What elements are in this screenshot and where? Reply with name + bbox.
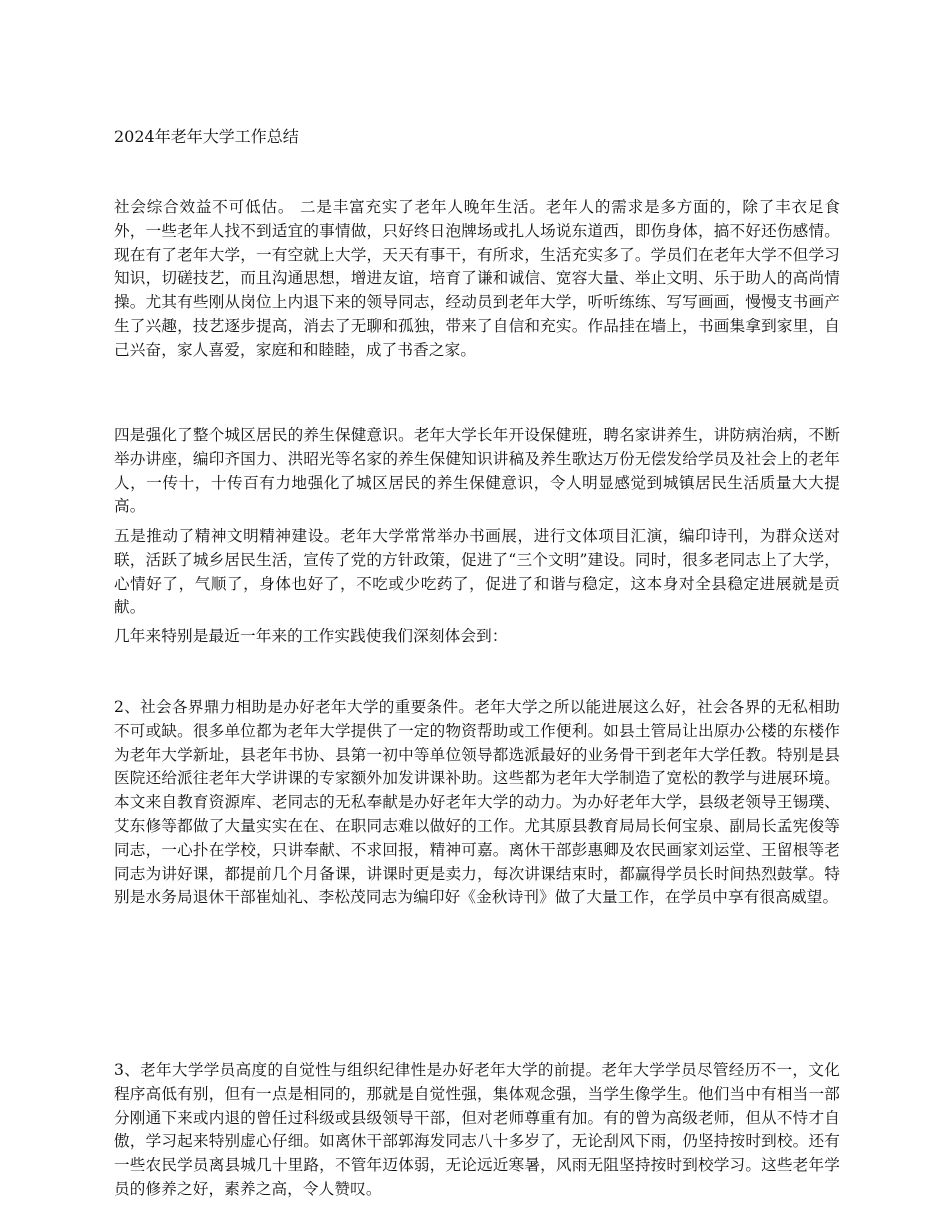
paragraph-student-discipline: 3、老年大学学员高度的自觉性与组织纪律性是办好老年大学的前提。老年大学学员尽管经历不一，文化程序高低有别，但有一点是相同的，那就是自觉性强，集体观念强，当学生像学生。他们当中有相当一部分刚通下来或内退的曾任过科级或县级领导干部，但对老师尊重有加。有的曾为高级老师，但从不恃才自傲，学习起来特别虚心仔细。如离休干部郭海发同志八十多岁了，无论刮风下雨，仍坚持按时到校。还有一些农民学员离县城几十里路，不管年迈体弱，无论远近寒暑，风雨无阻坚持按时到校学习。这些老年学员的修养之好，素养之高，令人赞叹。 (114, 1061, 840, 1198)
paragraph-experience-intro: 几年来特别是最近一年来的工作实践使我们深刻体会到： (114, 627, 508, 645)
paragraph-health-awareness: 四是强化了整个城区居民的养生保健意识。老年大学长年开设保健班，聘名家讲养生，讲防病治病，不断举办讲座，编印齐国力、洪昭光等名家的养生保健知识讲稿及养生歌达万份无偿发给学员及社会上的老年人，一传十，十传百有力地强化了城区居民的养生保健意识，令人明显感觉到城镇居民生活质量大大提高。 (114, 426, 840, 516)
paragraph-social-support: 2、社会各界鼎力相助是办好老年大学的重要条件。老年大学之所以能进展这么好，社会各界的无私相助不可或缺。很多单位都为老年大学提供了一定的物资帮助或工作便利。如县土管局让出原办公楼的东楼作为老年大学新址，县老年书协、县第一初中等单位领导都选派最好的业务骨干到老年大学任教。特别是县医院还给派往老年大学讲课的专家额外加发讲课补助。这些都为老年大学制造了宽松的教学与进展环境。本文来自教育资源库、老同志的无私奉献是办好老年大学的动力。为办好老年大学，县级老领导王锡璞、艾东修等都做了大量实实在在、在职同志难以做好的工作。尤其原县教育局局长何宝泉、副局长孟宪俊等同志，一心扑在学校，只讲奉献、不求回报，精神可嘉。离休干部彭惠卿及农民画家刘运堂、王留根等老同志为讲好课，都提前几个月备课，讲课时更是卖力，每次讲课结束时，都赢得学员长时间热烈鼓掌。特别是水务局退休干部崔灿礼、李松茂同志为编印好《金秋诗刊》做了大量工作，在学员中享有很高威望。 (114, 698, 840, 907)
document-title: 2024年老年大学工作总结 (114, 127, 299, 146)
paragraph-spiritual-civilization: 五是推动了精神文明精神建设。老年大学常常举办书画展，进行文体项目汇演，编印诗刊，为群众送对联，活跃了城乡居民生活，宣传了党的方针政策，促进了“三个文明”建设。同时，很多老同志上了大学，心情好了，气顺了，身体也好了，不吃或少吃药了，促进了和谐与稳定，这本身对全县稳定进展就是贡献。 (114, 527, 840, 617)
paragraph-social-benefit: 社会综合效益不可低估。 二是丰富充实了老年人晚年生活。老年人的需求是多方面的，除了丰衣足食外，一些老年人找不到适宜的事情做，只好终日泡牌场或扎人场说东道西，即伤身体，搞不好还伤感情。现在有了老年大学，一有空就上大学，天天有事干，有所求，生活充实多了。学员们在老年大学不但学习知识，切磋技艺，而且沟通思想，增进友谊，培育了谦和诚信、宽容大量、举止文明、乐于助人的高尚情操。尤其有些刚从岗位上内退下来的领导同志，经动员到老年大学，听听练练、写写画画，慢慢支书画产生了兴趣，技艺逐步提高，消去了无聊和孤独，带来了自信和充实。作品挂在墙上，书画集拿到家里，自己兴奋，家人喜爱，家庭和和睦睦，成了书香之家。 (114, 198, 840, 359)
